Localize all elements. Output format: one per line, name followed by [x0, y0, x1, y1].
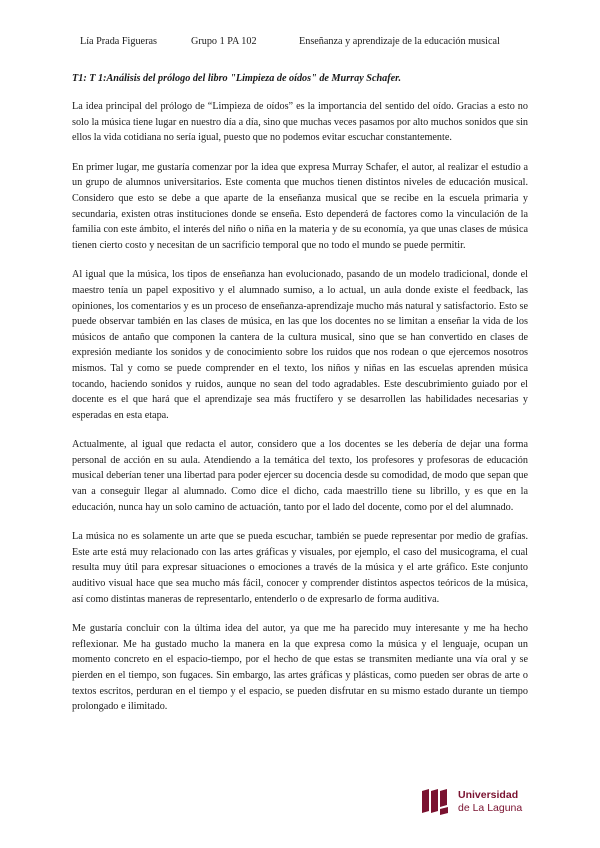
- paragraph-6: Me gustaría concluir con la última idea del autor, ya que me ha parecido muy interesante y me ha hecho reflexionar. Me ha gustado mucho la manera en la que expresa como la música y el lenguaje, ocupan un momento concreto en el espacio-tiempo, por el hecho de que estas se transmiten mediante una vía oral y se pierden en el tiempo, son fugaces. Sin embargo, las artes gráficas y plásticas, como pueden ser obras de arte o textos escritos, perduran en el tiempo y el espacio, se pueden disfrutar en su mismo estado durante un tiempo prolongado e ilimitado.: [72, 623, 528, 713]
- paragraph-4: Actualmente, al igual que redacta el autor, considero que a los docentes se les debería de dejar una forma personal de acción en su aula. Atendiendo a la temática del texto, los profesores y profesoras de educación musical deberían tener una libertad para poder ejercer su docencia desde su comodidad, de modo que sepan que van a conseguir llegar al alumnado. Como dice el dicho, cada maestrillo tiene su librillo, y es que en la educación, nunca hay un solo camino de actuación, tanto por el lado del docente, como por el del alumnado.: [72, 439, 528, 513]
- document-body: [72, 99, 528, 729]
- paragraph-2: En primer lugar, me gustaría comenzar por la idea que expresa Murray Schafer, el autor, al realizar el estudio a un grupo de alumnos universitarios. Este comenta que muchos tienen distintos niveles de educación musical. Considero que esto se debe a que aparte de la enseñanza musical que se recibe en la escuela primaria y secundaria, existen otras instituciones donde se enseña. Esto dependerá de factores como la vinculación de la familia con este ámbito, el interés del niño o niña en la materia y de su economía, ya que unas clases de música tienen cierto costo y necesitan de un sacrificio temporal que no todo el mundo se puede permitir.: [72, 161, 528, 251]
- paragraph-3: Al igual que la música, los tipos de enseñanza han evolucionado, pasando de un modelo tradicional, donde el maestro tenía un papel expositivo y el alumnado sumiso, a lo actual, un aula donde existe el feedback, las opiniones, los comentarios y es un proceso de enseñanza-aprendizaje mucho más natural y satisfactorio. Esto se puede observar también en las clases de música, en las que los docentes no se limitan a enseñar la vida de los músicos de antaño que componen la cantera de la cultura musical, sino que se han convertido en clases de expresión mediante los sonidos y de conocimiento sobre los ruidos que nos rodean o que ejercemos nosotros mismos. Tal y como se puede comprender en el texto, los niños y niñas en las escuelas aprenden música tocando, haciendo sonidos y ruidos, aunque no sean del todo agradables. Este descubrimiento guiado por el docente es el que hará que el aprendizaje sea más fructífero y se desarrollen las habilidades necesarias y esperadas en esta etapa.: [72, 269, 528, 421]
- document-title: T1: T 1:Análisis del prólogo del libro "Limpieza de oídos" de Murray Schafer.: [72, 73, 402, 84]
- logo-line-1: Universidad: [458, 789, 519, 801]
- paragraph-1: La idea principal del prólogo de “Limpieza de oídos” es la importancia del sentido del oído. Gracias a esto no solo la música tiene lugar en nuestro día a día, sino que muchas veces pasamos por alto muchos sonidos que sin ellos la vida cotidiana no sería igual, puesto que no podemos evitar escuchar constantemente.: [72, 101, 528, 144]
- header-author: Lía Prada Figueras: [80, 36, 157, 47]
- university-logo: [420, 782, 522, 822]
- logo-line-2: de La Laguna: [458, 802, 523, 814]
- header-group: Grupo 1 PA 102: [191, 36, 257, 47]
- paragraph-5: La música no es solamente un arte que se pueda escuchar, también se puede representar por medio de grafías. Este arte está muy relacionado con las artes gráficas y visuales, por ejemplo, el caso del musicograma, el cual resulta muy útil para expresar situaciones o emociones a través de la música y el arte gráfico. Este conjunto auditivo visual hace que sea mucho más fácil, conocer y comprender distintos aspectos teóricos de la música, así como distintas maneras de representarlo, entenderlo o de expresarlo de forma auditiva.: [72, 531, 528, 605]
- header-course: Enseñanza y aprendizaje de la educación musical: [299, 36, 500, 47]
- ull-logo-icon: [420, 787, 450, 817]
